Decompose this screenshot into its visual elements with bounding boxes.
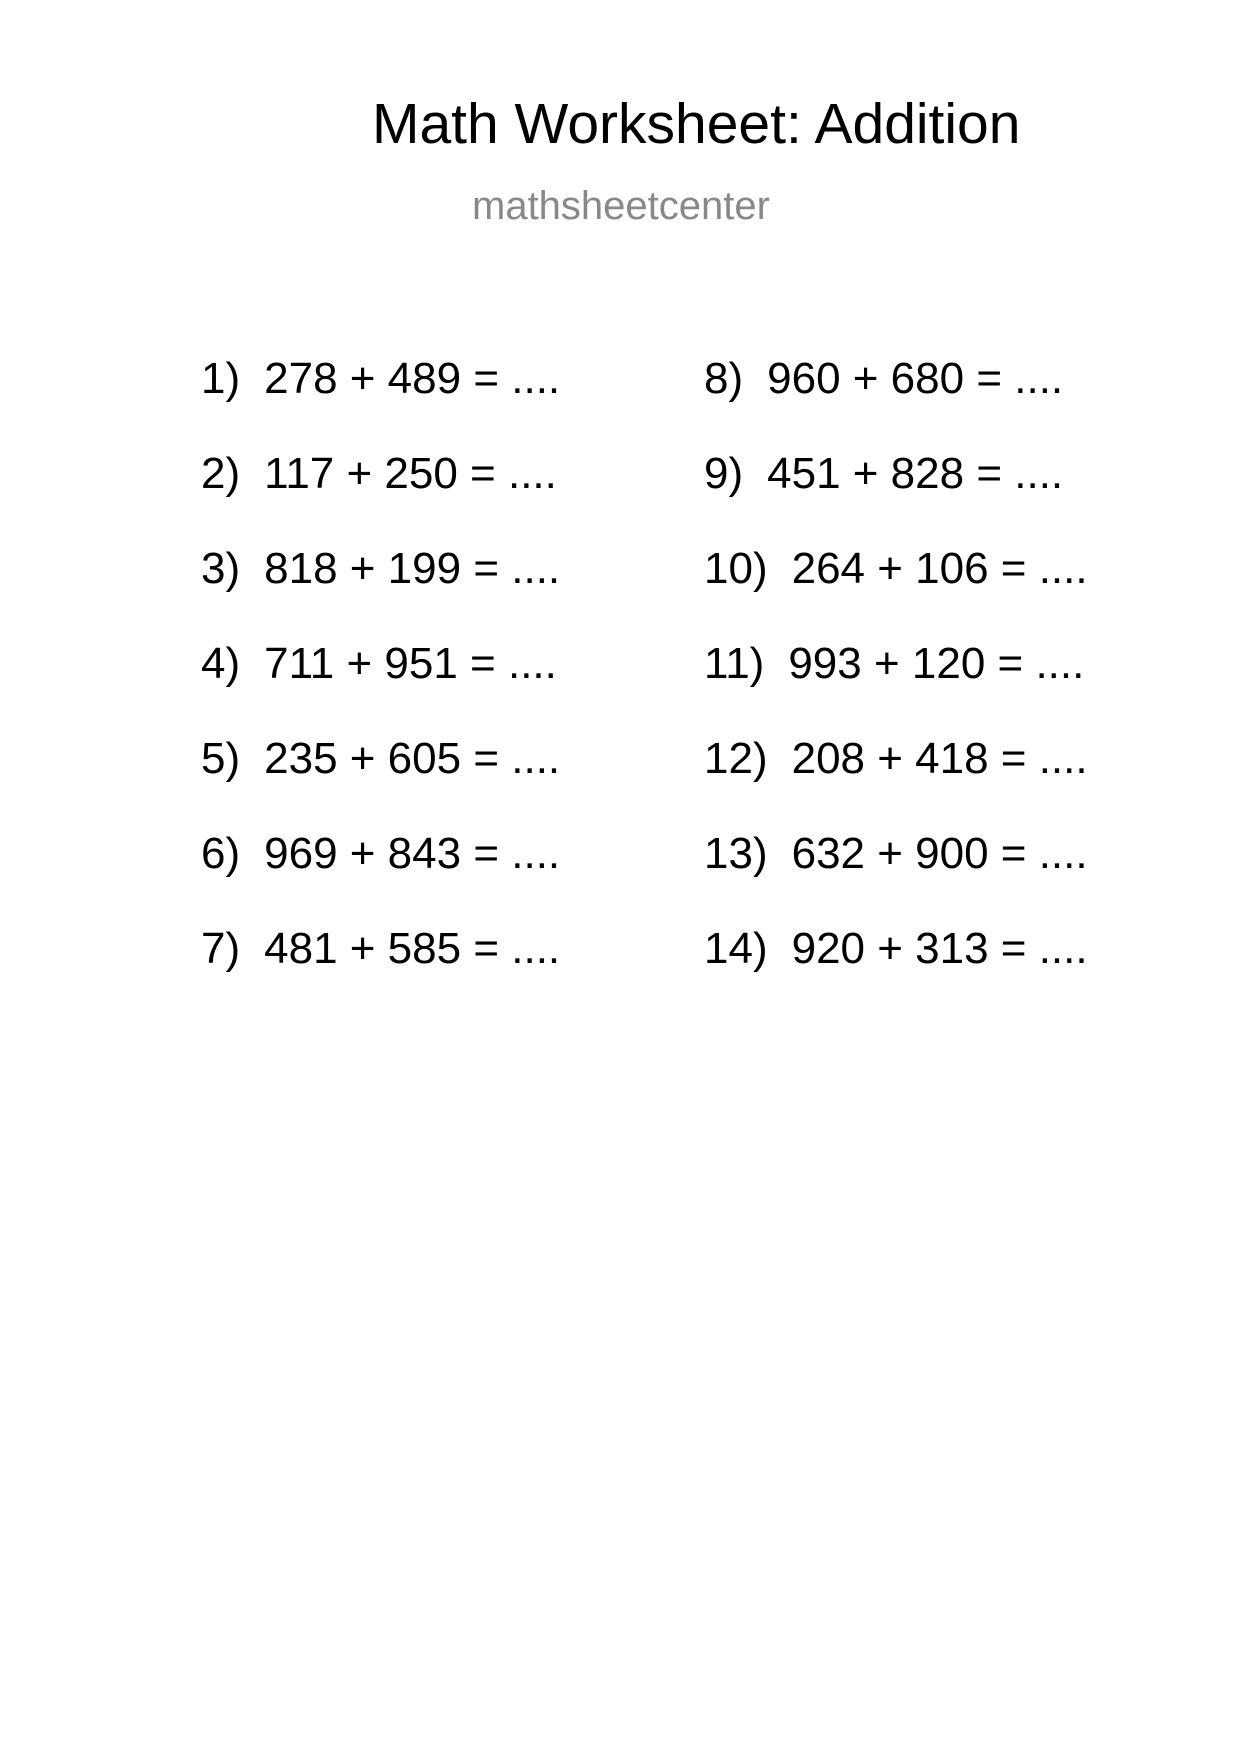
problem-4: [201, 639, 557, 688]
problem-9: [704, 449, 1064, 498]
problem-number: 12): [704, 734, 768, 783]
problem-12: [704, 734, 1088, 783]
problem-14: [704, 924, 1088, 973]
page-subtitle: mathsheetcenter: [472, 184, 770, 228]
problem-10: [704, 544, 1088, 593]
problem-3: [201, 544, 561, 593]
problem-number: 5): [201, 734, 241, 783]
page-title: Math Worksheet: Addition: [372, 92, 1021, 156]
problem-number: 8): [704, 354, 744, 403]
problem-number: 13): [704, 829, 768, 878]
problem-number: 9): [704, 449, 744, 498]
problem-11: [704, 639, 1085, 688]
problem-number: 1): [201, 354, 241, 403]
problem-number: 3): [201, 544, 241, 593]
problem-number: 6): [201, 829, 241, 878]
problem-expression: 632 + 900 = ....: [791, 829, 1088, 878]
problem-expression: 818 + 199 = ....: [264, 544, 561, 593]
problem-13: [704, 829, 1088, 878]
problem-expression: 960 + 680 = ....: [767, 354, 1064, 403]
problem-expression: 711 + 951 = ....: [264, 639, 557, 688]
problem-expression: 278 + 489 = ....: [264, 354, 561, 403]
problem-number: 7): [201, 924, 241, 973]
problem-number: 10): [704, 544, 768, 593]
problem-expression: 920 + 313 = ....: [791, 924, 1088, 973]
problem-6: [201, 829, 561, 878]
problem-expression: 451 + 828 = ....: [767, 449, 1064, 498]
problem-expression: 235 + 605 = ....: [264, 734, 561, 783]
problem-7: [201, 924, 561, 973]
problem-expression: 264 + 106 = ....: [791, 544, 1088, 593]
problem-2: [201, 449, 557, 498]
problem-8: [704, 354, 1064, 403]
problem-number: 2): [201, 449, 241, 498]
problem-number: 4): [201, 639, 241, 688]
problem-number: 11): [704, 639, 765, 688]
problem-expression: 481 + 585 = ....: [264, 924, 561, 973]
problem-5: [201, 734, 561, 783]
problem-1: [201, 354, 561, 403]
problem-number: 14): [704, 924, 768, 973]
problem-expression: 993 + 120 = ....: [788, 639, 1085, 688]
problem-expression: 969 + 843 = ....: [264, 829, 561, 878]
problem-expression: 208 + 418 = ....: [791, 734, 1088, 783]
problem-expression: 117 + 250 = ....: [264, 449, 557, 498]
